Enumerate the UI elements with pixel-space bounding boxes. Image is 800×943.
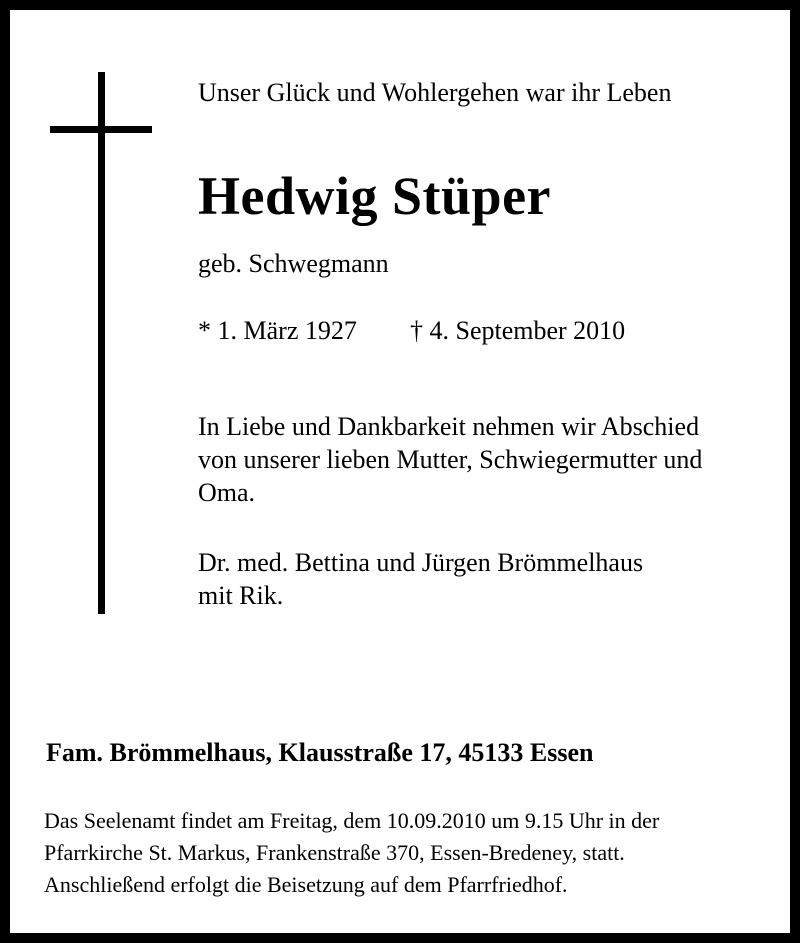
farewell-text	[198, 410, 702, 509]
death-date: † 4. September 2010	[410, 316, 626, 345]
signers-line: mit Rik.	[198, 581, 284, 610]
funeral-details	[44, 805, 659, 901]
funeral-line: Anschließend erfolgt die Beisetzung auf dem Pfarrfriedhof.	[44, 872, 568, 897]
birth-date: * 1. März 1927	[198, 316, 357, 345]
cross-vertical-bar	[98, 72, 105, 614]
farewell-line: von unserer lieben Mutter, Schwiegermutter und	[198, 445, 703, 474]
motto: Unser Glück und Wohlergehen war ihr Leben	[198, 78, 672, 107]
family-address: Fam. Brömmelhaus, Klausstraße 17, 45133 Essen	[46, 738, 594, 767]
deceased-name: Hedwig Stüper	[198, 166, 552, 226]
farewell-line: In Liebe und Dankbarkeit nehmen wir Abschied	[198, 412, 700, 441]
farewell-line: Oma.	[198, 478, 256, 507]
cross-horizontal-bar	[50, 126, 152, 133]
funeral-line: Pfarrkirche St. Markus, Frankenstraße 370, Essen-Bredeney, statt.	[44, 840, 625, 865]
maiden-name: geb. Schwegmann	[198, 249, 389, 278]
signers	[198, 546, 643, 612]
funeral-line: Das Seelenamt findet am Freitag, dem 10.09.2010 um 9.15 Uhr in der	[44, 808, 660, 833]
signers-line: Dr. med. Bettina und Jürgen Brömmelhaus	[198, 548, 644, 577]
